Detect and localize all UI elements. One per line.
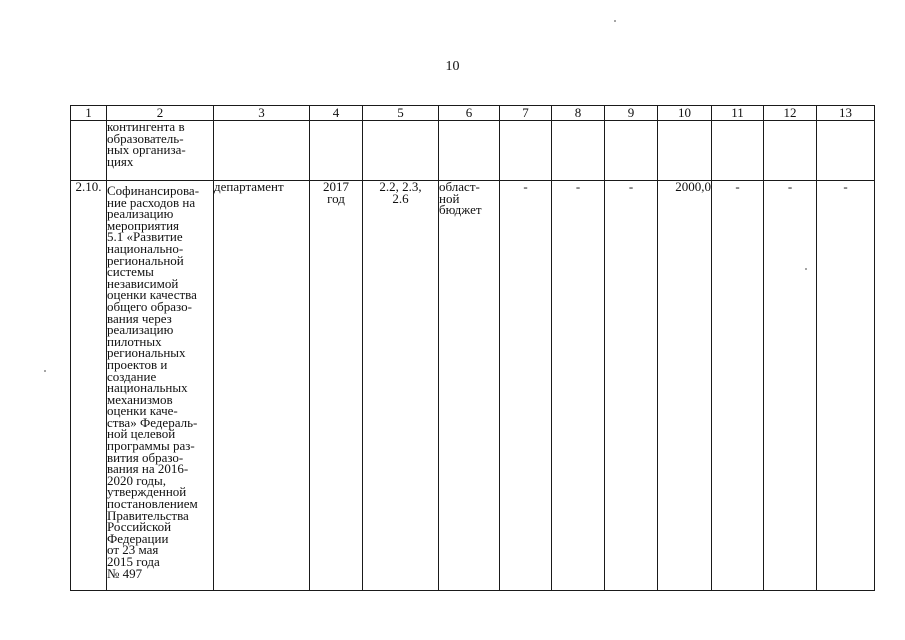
amount-cell: 2000,0 <box>658 181 712 591</box>
column-number: 1 <box>71 106 107 121</box>
text-line: Федерации <box>107 530 169 546</box>
text-line: Российской <box>107 519 172 535</box>
text-line: ства» Федераль- <box>107 414 198 430</box>
text-line: контингента в <box>107 120 185 134</box>
text-line: общего образо- <box>107 298 192 314</box>
text-line: региональных <box>107 345 186 361</box>
value-cell: - <box>712 181 764 591</box>
text-line: системы <box>107 264 154 280</box>
page-number: 10 <box>445 59 460 74</box>
text-line: 2020 годы, <box>107 472 166 488</box>
text-line: 2.2, 2.3, <box>379 180 422 194</box>
text-line: постановлением <box>107 496 198 512</box>
executor-cell: департамент <box>214 181 310 591</box>
column-number-row <box>71 106 875 121</box>
column-number: 9 <box>605 106 658 121</box>
table-cell <box>712 121 764 181</box>
text-line: программы раз- <box>107 438 195 454</box>
table-cell <box>764 121 817 181</box>
text-line: реализацию <box>107 206 174 222</box>
column-number: 13 <box>817 106 875 121</box>
table-cell <box>310 121 363 181</box>
column-number: 4 <box>310 106 363 121</box>
text-line: независимой <box>107 275 179 291</box>
text-line: ной целевой <box>107 426 176 442</box>
text-line: № 497 <box>107 565 143 581</box>
indicators-cell <box>363 181 439 591</box>
text-line: образователь- <box>107 130 184 146</box>
text-line: 5.1 «Развитие <box>107 229 183 245</box>
description-cell <box>107 181 214 591</box>
text-line: 2.6 <box>392 190 409 206</box>
value-cell: - <box>817 181 875 591</box>
text-line: оценки качества <box>107 287 197 303</box>
value-cell: - <box>500 181 552 591</box>
scan-speck <box>614 20 616 22</box>
table-cell <box>363 121 439 181</box>
value-cell: - <box>605 181 658 591</box>
column-number: 7 <box>500 106 552 121</box>
text-line: Софинансирова- <box>107 183 200 198</box>
continuation-row <box>71 121 875 181</box>
text-line: ной <box>439 190 460 206</box>
text-line: 2017 <box>323 180 349 194</box>
table-cell <box>552 121 605 181</box>
period-cell <box>310 181 363 591</box>
table-row <box>71 181 875 591</box>
text-line: национально- <box>107 240 184 256</box>
scan-speck <box>805 268 807 270</box>
column-number: 12 <box>764 106 817 121</box>
value-cell: - <box>764 181 817 591</box>
text-line: мероприятия <box>107 217 180 233</box>
text-line: оценки каче- <box>107 403 178 419</box>
column-number: 10 <box>658 106 712 121</box>
row-number: 2.10. <box>71 181 107 591</box>
text-line: от 23 мая <box>107 542 159 558</box>
table-cell <box>605 121 658 181</box>
description-cell <box>107 121 214 181</box>
text-line: циях <box>107 153 134 169</box>
table-cell <box>658 121 712 181</box>
text-line: вания на 2016- <box>107 461 189 477</box>
table-cell <box>71 121 107 181</box>
text-line: вития образо- <box>107 449 184 465</box>
column-number: 11 <box>712 106 764 121</box>
text-line: вания через <box>107 310 172 326</box>
text-line: реализацию <box>107 322 174 338</box>
text-line: ние расходов на <box>107 194 196 210</box>
text-line: ных организа- <box>107 142 186 158</box>
text-line: механизмов <box>107 391 173 407</box>
column-number: 2 <box>107 106 214 121</box>
table-cell <box>500 121 552 181</box>
table-cell <box>817 121 875 181</box>
text-line: год <box>327 190 345 206</box>
text-line: бюджет <box>439 202 482 218</box>
column-number: 6 <box>439 106 500 121</box>
text-line: 2015 года <box>107 554 160 569</box>
text-line: региональной <box>107 252 184 268</box>
source-cell <box>439 181 500 591</box>
text-line: проектов и <box>107 356 168 372</box>
column-number: 3 <box>214 106 310 121</box>
value-cell: - <box>552 181 605 591</box>
budget-table <box>70 105 875 591</box>
table-cell <box>439 121 500 181</box>
text-line: Правительства <box>107 507 189 523</box>
scan-speck <box>44 370 46 372</box>
text-line: национальных <box>107 380 188 396</box>
column-number: 8 <box>552 106 605 121</box>
table-cell <box>214 121 310 181</box>
text-line: област- <box>439 180 480 194</box>
column-number: 5 <box>363 106 439 121</box>
text-line: утвержденной <box>107 484 187 500</box>
text-line: создание <box>107 368 157 384</box>
text-line: пилотных <box>107 333 162 349</box>
